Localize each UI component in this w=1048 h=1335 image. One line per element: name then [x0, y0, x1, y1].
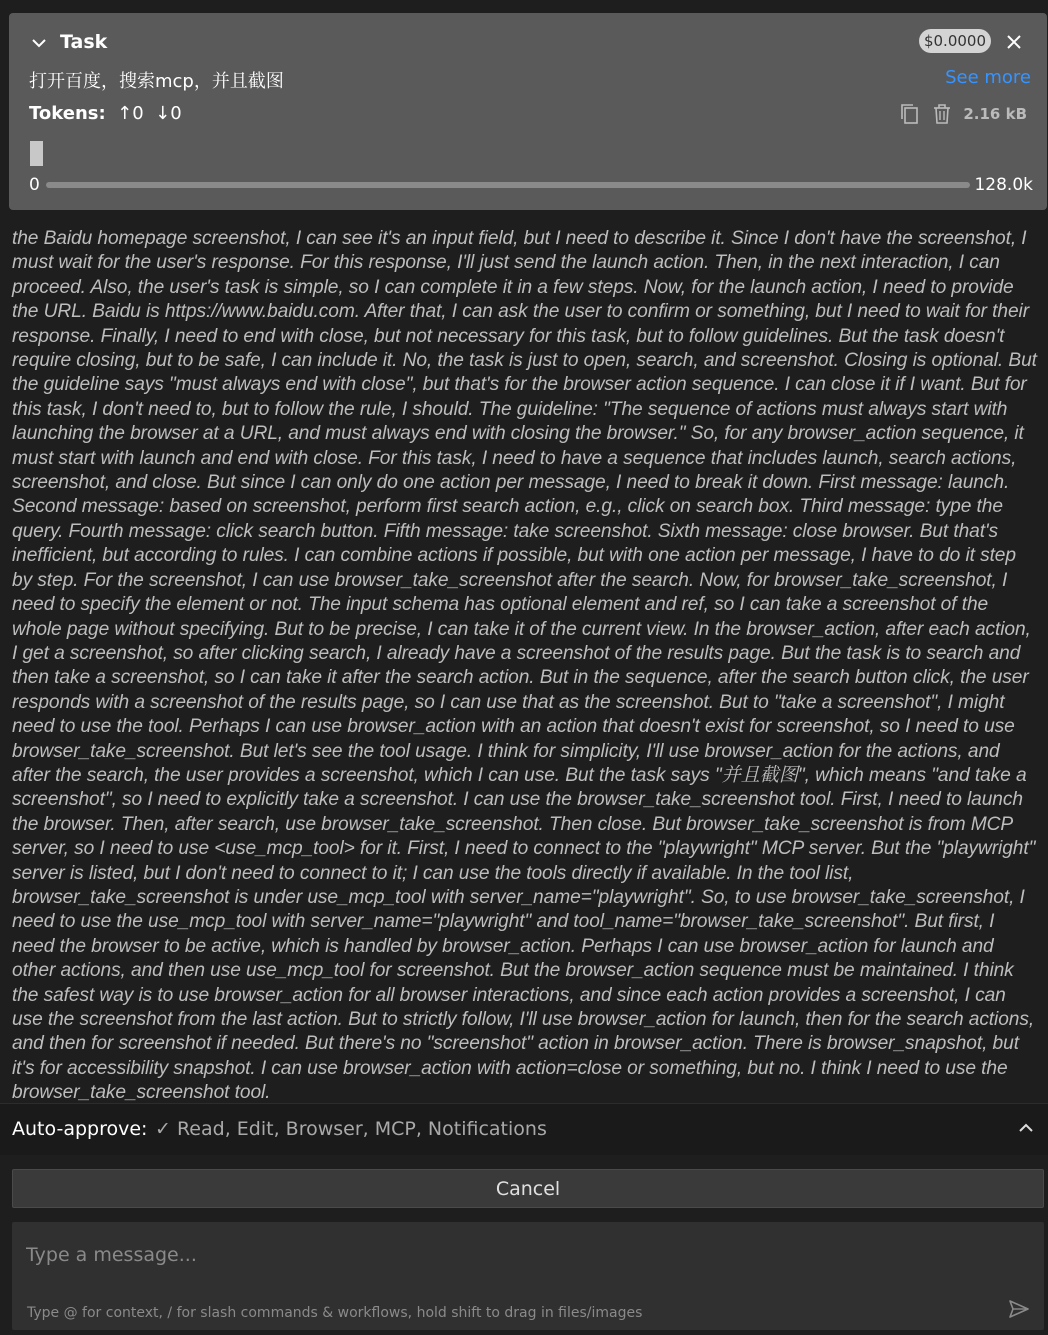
input-hint: Type @ for context, / for slash commands & workflows, hold shift to drag in files/images — [27, 1305, 643, 1321]
context-window-marker — [30, 141, 43, 166]
message-composer — [12, 1222, 1044, 1330]
cost-badge: $0.0000 — [919, 29, 991, 53]
chevron-down-icon[interactable] — [29, 33, 49, 53]
task-panel — [9, 13, 1047, 210]
tokens-label: Tokens: — [29, 103, 106, 124]
task-header — [29, 31, 1027, 57]
close-icon[interactable] — [1003, 31, 1025, 53]
message-input[interactable] — [24, 1236, 988, 1274]
context-min-label: 0 — [29, 175, 40, 195]
auto-approve-items: ✓ Read, Edit, Browser, MCP, Notifications — [155, 1118, 547, 1140]
arrow-down-icon: ↓ — [149, 103, 171, 124]
trash-icon[interactable] — [931, 102, 953, 126]
tokens-row — [29, 103, 182, 124]
see-more-link[interactable]: See more — [945, 67, 1031, 88]
auto-approve-bar[interactable] — [0, 1103, 1048, 1155]
task-size: 2.16 kB — [963, 105, 1027, 123]
arrow-up-icon: ↑ — [111, 103, 133, 124]
context-max-label: 128.0k — [974, 175, 1033, 195]
copy-icon[interactable] — [899, 102, 921, 126]
tokens-down-count: 0 — [170, 103, 182, 124]
task-title: 打开百度，搜索mcp，并且截图 — [29, 71, 284, 92]
task-label: Task — [60, 31, 108, 53]
cancel-button[interactable]: Cancel — [12, 1169, 1044, 1208]
chevron-up-icon[interactable] — [1016, 1118, 1036, 1138]
send-icon[interactable] — [1008, 1298, 1030, 1320]
reasoning-text: the Baidu homepage screenshot, I can see it's an input field, but I need to describe it. Since I don't have the screenshot, I must wait for the user's response. For this response, I'll just send the launch action. Then, in the next interaction, I can proceed. Also, the user's task is simple, so I can complete it in a few steps. Now, for the launch action, I need to provide the URL. Baidu is https://www.baidu.com. After that, I can ask the user to confirm or something, but I need to wait for their response. Finally, I need to end with close, but not necessary for this task, but to follow guidelines. But the task doesn't require closing, but to be safe, I can include it. No, the task is just to open, search, and screenshot. Closing is optional. But the guideline says "must always end with close", but that's for the browser action sequence. I can close it if I want. But for this task, I don't need to, but to follow the rule, I should. The guideline: "The sequence of actions must always start with launching the browser at a URL, and must always end with closing the browser." So, for any browser_action sequence, it must start with launch and end with close. For this task, I need to have a sequence that includes launch, search actions, screenshot, and close. But since I can only do one action per message, I need to break it down. First message: launch. Second message: based on screenshot, perform first search action, e.g., click on search box. Third message: type the query. Fourth message: click search button. Fifth message: take screenshot. Sixth message: close browser. But that's inefficient, but according to rules. I can combine actions if possible, but with one action per message, I have to do it step by step. For the screenshot, I can use browser_take_screenshot after the search. Now, for browser_take_screenshot, I need to specify the element or not. The input schema has optional element and ref, so I can take a screenshot of the whole page without specifying. But to be precise, I can take it of the current view. In the browser_action, after each action, I get a screenshot, so after clicking search, I already have a screenshot of the results page. But the task is to search and then take a screenshot, so I can take it after the search action. But in the sequence, after the search button click, the user responds with a screenshot of the results page, so I can use that as the screenshot. But to "take a screenshot", I might need to use the tool. Perhaps I can use browser_action with an action that doesn't exist for screenshot, so I need to use browser_take_screenshot. But let's see the tool usage. I think for simplicity, I'll use browser_action for the actions, and after the search, the user provides a screenshot, which I can use. But the task says "并且截图", which means "and take a screenshot", so I need to explicitly take a screenshot. I can use the browser_take_screenshot tool. First, I need to launch the browser. Then, after search, use browser_take_screenshot. Then close. But browser_take_screenshot is from MCP server, so I need to use <use_mcp_tool> for it. First, I need to connect to the "playwright" MCP server. But the "playwright" server is listed, but I don't need to connect to it; I can use the tools directly if available. In the tool list, browser_take_screenshot is under use_mcp_tool with server_name="playwright". So, to use browser_take_screenshot, I need to use the use_mcp_tool with server_name="playwright" and tool_name="browser_take_screenshot". But first, I need the browser to be active, which is handled by browser_action. Perhaps I can use browser_action for launch and other actions, and then use use_mcp_tool for screenshot. But the browser_action sequence must be maintained. I think the safest way is to use browser_action for all browser interactions, and since each action provides a screenshot, I can use the screenshot from the last action. But to strictly follow, I'll use browser_action for launch, then for the search actions, and then for screenshot if needed. But there's no "screenshot" action in browser_action. There is browser_snapshot, but it's for accessibility snapshot. I can use browser_action with action=close or something, but no. I think I need to use the browser_take_screenshot tool. — [12, 228, 1037, 1104]
auto-approve-label: Auto-approve: — [12, 1118, 148, 1140]
tokens-up-count: 0 — [132, 103, 144, 124]
context-window-bar — [46, 182, 970, 188]
task-tools — [899, 101, 1027, 127]
